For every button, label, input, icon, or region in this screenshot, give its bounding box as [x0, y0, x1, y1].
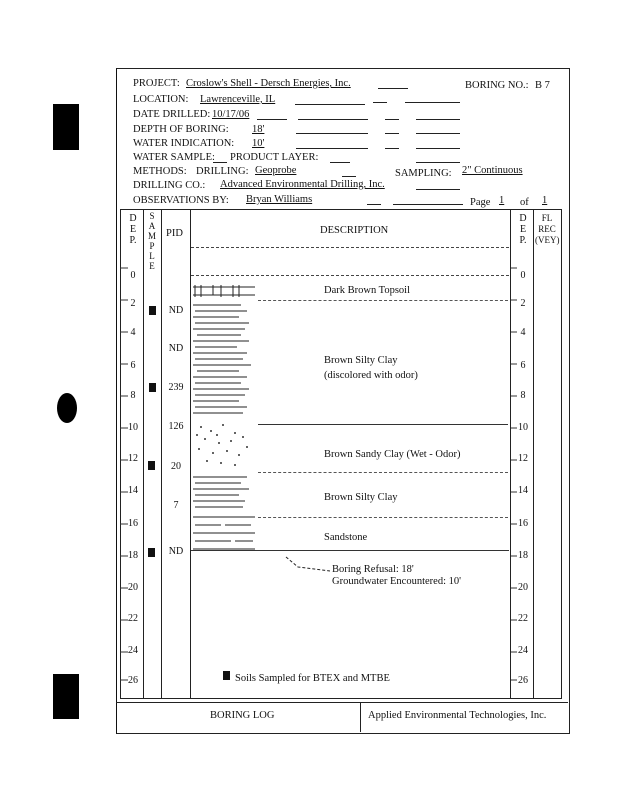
col-divider-sample — [161, 209, 162, 698]
depth-26: 26 — [128, 675, 138, 686]
col-header-description: DESCRIPTION — [320, 225, 389, 236]
pid-reading-10ft: 126 — [168, 421, 184, 432]
product-layer-line — [330, 162, 350, 163]
col-header-sample-l2: A — [148, 221, 156, 231]
depth-14: 14 — [128, 485, 138, 496]
depth-8: 8 — [130, 390, 136, 401]
col-header-rdepth-l2: E — [519, 224, 527, 235]
pid-reading-12ft: 20 — [171, 461, 181, 472]
rdepth-10: 10 — [518, 422, 528, 433]
depth-value: 18' — [252, 124, 265, 135]
footer-boring-log: BORING LOG — [210, 710, 275, 721]
drilling-label: DRILLING: — [196, 166, 249, 177]
pid-reading-4ft: ND — [168, 343, 184, 354]
product-layer-label: PRODUCT LAYER: — [230, 152, 319, 163]
col-header-depth-l3: P. — [129, 235, 137, 246]
project-label: PROJECT: — [133, 78, 180, 89]
page-value: 1 — [499, 195, 505, 206]
col-header-depth-right — [514, 213, 532, 246]
layer-rule-silty-2 — [258, 517, 508, 518]
water-ind-line — [296, 148, 368, 149]
depth-10: 10 — [128, 422, 138, 433]
legend-text: Soils Sampled for BTEX and MTBE — [235, 673, 390, 684]
col-header-fl — [535, 213, 559, 246]
groundwater-note: Groundwater Encountered: 10' — [332, 576, 462, 587]
layer-rule-0 — [191, 275, 509, 276]
depth-4: 4 — [130, 327, 136, 338]
depth-18: 18 — [128, 550, 138, 561]
date-value: 10/17/06 — [212, 109, 250, 120]
pid-reading-18ft: ND — [168, 546, 184, 557]
layer-rule-sandy — [258, 472, 508, 473]
water-ind-label: WATER INDICATION: — [133, 138, 235, 149]
sample-marker-12ft — [148, 461, 155, 470]
scan-mark-hole — [57, 393, 77, 423]
drilling-co-value: Advanced Environmental Drilling, Inc. — [220, 179, 385, 190]
rdepth-20: 20 — [518, 582, 528, 593]
layer-brown-silty-clay-2: Brown Silty Clay — [324, 492, 398, 503]
layer-rule-silty — [258, 424, 508, 425]
drilling-co-label: DRILLING CO.: — [133, 180, 206, 191]
observations-line-2 — [393, 204, 463, 205]
lithology-column — [191, 265, 257, 565]
water-sample-line — [213, 162, 227, 163]
observations-label: OBSERVATIONS BY: — [133, 195, 229, 206]
sample-marker-2ft — [149, 306, 156, 315]
rdepth-18: 18 — [518, 550, 528, 561]
depth-12: 12 — [128, 453, 138, 464]
col-header-sample-l6: E — [149, 261, 155, 271]
refusal-pointer — [284, 555, 334, 577]
methods-label: METHODS: — [133, 166, 187, 177]
pid-reading-2ft: ND — [168, 305, 184, 316]
col-header-sample-l4: P — [149, 241, 155, 251]
depth-16: 16 — [128, 518, 138, 529]
rdepth-24: 24 — [518, 645, 528, 656]
depth-ticks-right — [511, 250, 533, 698]
project-line — [378, 88, 408, 89]
scan-mark-top — [53, 104, 79, 150]
rdepth-12: 12 — [518, 453, 528, 464]
location-line-3 — [405, 102, 460, 103]
depth-24: 24 — [128, 645, 138, 656]
water-sample-label: WATER SAMPLE: — [133, 152, 215, 163]
rdepth-2: 2 — [520, 298, 526, 309]
col-header-sample-l5: L — [149, 251, 155, 261]
scan-mark-bottom — [53, 674, 79, 719]
col-divider-rdepth — [533, 209, 534, 698]
layer-sandstone: Sandstone — [324, 532, 368, 543]
layer-brown-sandy-clay: Brown Sandy Clay (Wet - Odor) — [324, 449, 461, 460]
layer-rule-sandstone — [191, 550, 509, 551]
of-label: of — [520, 197, 529, 208]
rdepth-6: 6 — [520, 360, 526, 371]
sample-marker-18ft — [148, 548, 155, 557]
depth-2: 2 — [130, 298, 136, 309]
col-header-depth — [124, 213, 142, 246]
col-header-fl-l3: (VEY) — [535, 235, 560, 245]
boring-no-value: B 7 — [535, 80, 550, 91]
water-ind-line-3 — [416, 148, 460, 149]
depth-line — [296, 133, 368, 134]
boring-no-label: BORING NO.: — [465, 80, 529, 91]
col-header-rdepth-l1: D — [519, 213, 527, 224]
rdepth-0: 0 — [520, 270, 526, 281]
depth-0: 0 — [130, 270, 136, 281]
depth-line-2 — [385, 133, 399, 134]
col-header-rdepth-l3: P. — [519, 235, 527, 246]
location-line-2 — [373, 102, 387, 103]
date-line-4 — [416, 119, 460, 120]
depth-6: 6 — [130, 360, 136, 371]
layer-rule-topsoil — [258, 300, 508, 301]
drilling-co-line — [416, 189, 460, 190]
depth-ticks-left — [120, 250, 144, 698]
date-line-3 — [385, 119, 399, 120]
drilling-line — [342, 176, 356, 177]
product-layer-line-2 — [416, 162, 460, 163]
col-header-pid: PID — [166, 228, 183, 239]
sampling-label: SAMPLING: — [395, 168, 452, 179]
rdepth-26: 26 — [518, 675, 528, 686]
depth-20: 20 — [128, 582, 138, 593]
project-value: Croslow's Shell - Dersch Energies, Inc. — [186, 78, 351, 89]
pid-reading-8ft: 239 — [168, 382, 184, 393]
pid-reading-14ft: 7 — [173, 500, 179, 511]
depth-label: DEPTH OF BORING: — [133, 124, 229, 135]
observations-line — [367, 204, 381, 205]
date-label: DATE DRILLED: — [133, 109, 211, 120]
legend-sample-icon — [223, 671, 230, 680]
depth-line-3 — [416, 133, 460, 134]
of-value: 1 — [542, 195, 548, 206]
water-ind-value: 10' — [252, 138, 265, 149]
layer-brown-silty-clay: Brown Silty Clay — [324, 355, 398, 366]
water-ind-line-2 — [385, 148, 399, 149]
footer-company: Applied Environmental Technologies, Inc. — [368, 710, 547, 721]
col-header-depth-l1: D — [129, 213, 137, 224]
drilling-value: Geoprobe — [255, 165, 297, 176]
rdepth-8: 8 — [520, 390, 526, 401]
col-header-sample-l3: M — [147, 231, 156, 241]
col-header-fl-l2: REC — [538, 224, 556, 234]
rdepth-14: 14 — [518, 485, 528, 496]
col-header-sample — [145, 211, 159, 271]
header-rule — [191, 247, 509, 248]
sample-marker-8ft — [149, 383, 156, 392]
rdepth-4: 4 — [520, 327, 526, 338]
location-value: Lawrenceville, IL — [200, 94, 276, 105]
col-header-depth-l2: E — [129, 224, 137, 235]
page-label: Page — [470, 197, 491, 208]
layer-discolored-note: (discolored with odor) — [324, 370, 418, 381]
rdepth-22: 22 — [518, 613, 528, 624]
location-label: LOCATION: — [133, 94, 189, 105]
col-header-sample-l1: S — [149, 211, 155, 221]
footer-divider — [360, 702, 361, 732]
observations-value: Bryan Williams — [246, 194, 313, 205]
rdepth-16: 16 — [518, 518, 528, 529]
layer-dark-brown-topsoil: Dark Brown Topsoil — [324, 285, 410, 296]
date-line-2 — [298, 119, 368, 120]
boring-refusal-note: Boring Refusal: 18' — [332, 564, 414, 575]
depth-22: 22 — [128, 613, 138, 624]
location-line — [295, 104, 365, 105]
date-line — [257, 119, 287, 120]
col-header-fl-l1: FL — [541, 213, 553, 223]
sampling-value: 2" Continuous — [462, 165, 523, 176]
footer-rule — [116, 702, 568, 703]
